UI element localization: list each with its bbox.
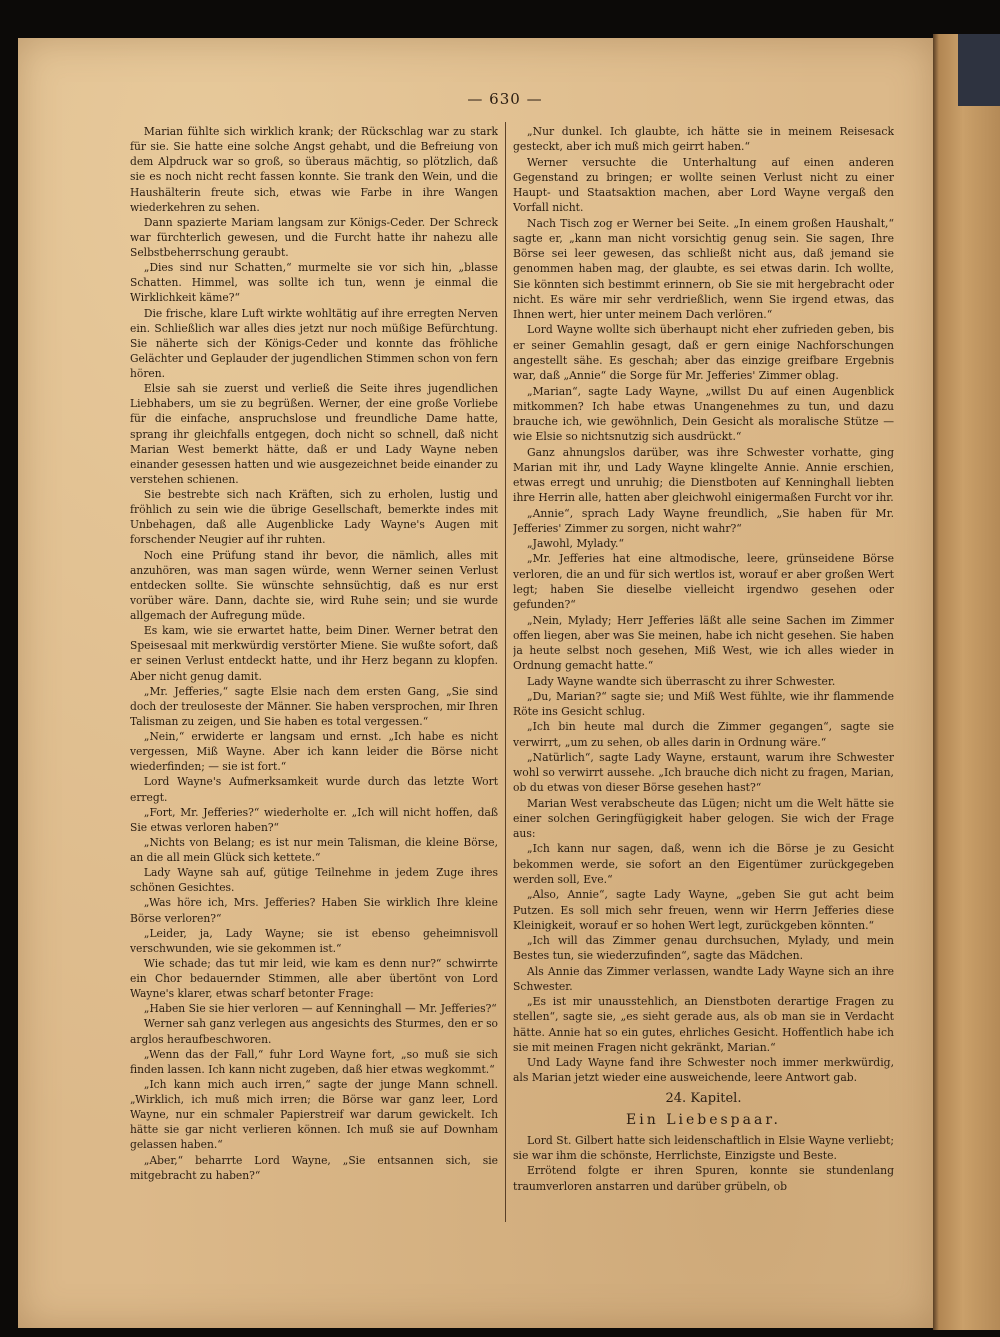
paragraph: „Es ist mir unausstehlich, an Dienstboten derartige Fragen zu stellen“, sagte sie, „es sieht gerade aus, als ob man sie in Verdacht hätte. Annie hat so ein gutes, ehrliches Gesicht. Hoffentlich habe ich sie mit meinen Fragen nicht gekränkt, Marian.“ bbox=[513, 995, 894, 1054]
paragraph: „Dies sind nur Schatten,“ murmelte sie vor sich hin, „blasse Schatten. Himmel, was sollte ich tun, wenn je einmal die Wirklichkeit käme?“ bbox=[130, 261, 498, 305]
binding-strip bbox=[958, 34, 1000, 106]
paragraph: „Leider, ja, Lady Wayne; sie ist ebenso geheimnisvoll verschwunden, wie sie gekommen ist.“ bbox=[130, 926, 498, 955]
paragraph: „Haben Sie sie hier verloren — auf Kenninghall — Mr. Jefferies?“ bbox=[143, 1002, 497, 1016]
paragraph: „Ich kann mich auch irren,“ sagte der junge Mann schnell. „Wirklich, ich muß mich irren; die Börse war ganz leer, Lord Wayne, nur ein schmaler Papierstreif war darum gewickelt. Ich hätte sie gar nicht verlieren können. Ich muß sie auf Downham gelassen haben.“ bbox=[130, 1077, 498, 1152]
column-divider bbox=[505, 122, 506, 1222]
paragraph: „Nur dunkel. Ich glaubte, ich hätte sie in meinem Reisesack gesteckt, aber ich muß mich geirrt haben.“ bbox=[513, 125, 894, 154]
paragraph: Marian fühlte sich wirklich krank; der Rückschlag war zu stark für sie. Sie hatte eine solche Angst gehabt, und die Befreiung von dem Alpdruck war so groß, so überaus mächtig, so plötzlich, daß sie es noch nicht recht fassen konnte. Sie trank den Wein, und die Haushälterin freute sich, etwas wie Farbe in ihre Wangen wiederkehren zu sehen. bbox=[130, 125, 498, 214]
paragraph: „Nein, Mylady; Herr Jefferies läßt alle seine Sachen im Zimmer offen liegen, aber was Sie meinen, habe ich nicht gesehen. Sie haben ja heute selbst noch gesehen, Miß West, wie ich alles wieder in Ordnung gemacht hatte.“ bbox=[513, 613, 894, 673]
paragraph: Lord St. Gilbert hatte sich leidenschaftlich in Elsie Wayne verliebt; sie war ihm die schönste, Herrlichste, Einzigste und Beste. bbox=[513, 1133, 894, 1162]
chapter-title: Ein Liebespaar. bbox=[626, 1111, 781, 1128]
paragraph: Lady Wayne sah auf, gütige Teilnehme in jedem Zuge ihres schönen Gesichtes. bbox=[130, 866, 498, 895]
paragraph: Es kam, wie sie erwartet hatte, beim Diner. Werner betrat den Speisesaal mit merkwürdig verstörter Miene. Sie wußte sofort, daß er seinen Verlust entdeckt hatte, und ihr Herz begann zu klopfen. Aber nicht genug damit. bbox=[130, 624, 498, 683]
paragraph: „Du, Marian?“ sagte sie; und Miß West fühlte, wie ihr flammende Röte ins Gesicht schlug. bbox=[513, 689, 894, 719]
adjacent-page-edge bbox=[933, 34, 1000, 1330]
paragraph: Elsie sah sie zuerst und verließ die Seite ihres jugendlichen Liebhabers, um sie zu begrüßen. Werner, der eine große Vorliebe für die einfache, anspruchslose und freundliche Dame hatte, sprang ihr gleichfalls entgegen, doch nicht so schnell, daß nicht Marian West bemerkt hätte, daß er und Lady Wayne neben einander gesessen hatten und wie ausgezeichnet beide einander zu verstehen schienen. bbox=[130, 382, 498, 486]
paragraph: Noch eine Prüfung stand ihr bevor, die nämlich, alles mit anzuhören, was man sagen würde, wenn Werner seinen Verlust entdecken sollte. Sie wünschte sehnsüchtig, daß es nur erst vorüber wäre. Dann, dachte sie, wird Ruhe sein; und sie wurde allgemach der Aufregung müde. bbox=[130, 548, 498, 622]
paragraph: „Natürlich“, sagte Lady Wayne, erstaunt, warum ihre Schwester wohl so verwirrt aussehe. „Ich brauche dich nicht zu fragen, Marian, ob du etwas von dieser Börse gesehen hast?“ bbox=[513, 750, 894, 795]
paragraph: „Marian“, sagte Lady Wayne, „willst Du auf einen Augenblick mitkommen? Ich habe etwas Unangenehmes zu tun, und dazu brauche ich, wie gewöhnlich, Dein Gesicht als moralische Stütze — wie Elsie so nichtsnutzig sich ausdrückt.“ bbox=[513, 384, 894, 444]
paragraph: Lady Wayne wandte sich überrascht zu ihrer Schwester. bbox=[527, 674, 836, 688]
paragraph: Sie bestrebte sich nach Kräften, sich zu erholen, lustig und fröhlich zu sein wie die übrige Gesellschaft, bemerkte indes mit Unbehagen, daß alle Augenblicke Lady Wayne's Augen mit forschender Neugier auf ihr ruhten. bbox=[130, 488, 498, 547]
paragraph: Werner versuchte die Unterhaltung auf einen anderen Gegenstand zu bringen; er wollte seinen Verlust nicht zu einer Haupt- und Staatsaktion machen, aber Lord Wayne vergaß den Vorfall nicht. bbox=[513, 155, 894, 215]
right-column-paragraphs-after bbox=[513, 1133, 894, 1194]
paragraph: Ganz ahnungslos darüber, was ihre Schwester vorhatte, ging Marian mit ihr, und Lady Wayne klingelte Annie. Annie erschien, etwas erregt und unruhig; die Dienstboten auf Kenninghall liebten ihre Herrin alle, hatten aber gleichwohl einigermaßen Furcht vor ihr. bbox=[513, 445, 894, 505]
paragraph: „Also, Annie“, sagte Lady Wayne, „geben Sie gut acht beim Putzen. Es soll mich sehr freuen, wenn wir Herrn Jefferies diese Kleinigkeit, worauf er so hohen Wert legt, zurückgeben könnten.“ bbox=[513, 888, 894, 932]
page-number: — 630 — bbox=[467, 90, 543, 108]
right-column bbox=[513, 124, 894, 1214]
right-column-paragraphs-before bbox=[513, 124, 894, 1086]
paragraph: Marian West verabscheute das Lügen; nicht um die Welt hätte sie einer solchen Geringfügigkeit haber gelogen. Sie wich der Frage aus: bbox=[513, 796, 894, 841]
paragraph: Werner sah ganz verlegen aus angesichts des Sturmes, den er so arglos heraufbeschworen. bbox=[130, 1017, 498, 1046]
paragraph: „Aber,“ beharrte Lord Wayne, „Sie entsannen sich, sie mitgebracht zu haben?“ bbox=[130, 1153, 498, 1182]
paragraph: „Ich bin heute mal durch die Zimmer gegangen“, sagte sie verwirrt, „um zu sehen, ob alles darin in Ordnung wäre.“ bbox=[513, 720, 894, 749]
paragraph: Lord Wayne's Aufmerksamkeit wurde durch das letzte Wort erregt. bbox=[130, 775, 498, 804]
paragraph: „Wenn das der Fall,“ fuhr Lord Wayne fort, „so muß sie sich finden lassen. Ich kann nicht zugeben, daß hier etwas wegkommt.“ bbox=[130, 1047, 498, 1076]
paragraph: Wie schade; das tut mir leid, wie kam es denn nur?“ schwirrte ein Chor bedauernder Stimmen, alle aber übertönt von Lord Wayne's klarer, etwas scharf betonter Frage: bbox=[130, 956, 498, 1001]
paragraph: Und Lady Wayne fand ihre Schwester noch immer merkwürdig, als Marian jetzt wieder eine ausweichende, leere Antwort gab. bbox=[513, 1056, 894, 1085]
paragraph: Nach Tisch zog er Werner bei Seite. „In einem großen Haushalt,“ sagte er, „kann man nicht vorsichtig genug sein. Sie sagen, Ihre Börse sei leer gewesen, das schließt nicht aus, daß jemand sie genommen haben mag, der glaubte, es sei etwas darin. Ich wollte, Sie könnten sich bestimmt erinnern, ob Sie sie mit hergebracht oder nicht. Es wäre mir sehr verdrießlich, wenn Sie irgend etwas, das Ihnen wert, hier unter meinem Dach verlören.“ bbox=[513, 216, 894, 322]
paragraph: „Nein,“ erwiderte er langsam und ernst. „Ich habe es nicht vergessen, Miß Wayne. Aber ich kann leider die Börse nicht wiederfinden; — sie ist fort.“ bbox=[130, 730, 498, 774]
paragraph: Lord Wayne wollte sich überhaupt nicht eher zufrieden geben, bis er seiner Gemahlin gesagt, daß er gern einige Nachforschungen angestellt sähe. Es geschah; aber das einzige greifbare Ergebnis war, daß „Annie“ die Sorge für Mr. Jefferies' Zimmer oblag. bbox=[513, 323, 894, 383]
left-column bbox=[130, 124, 498, 1214]
paragraph: Dann spazierte Mariam langsam zur Königs-Ceder. Der Schreck war fürchterlich gewesen, und die Furcht hatte ihr nahezu alle Selbstbeherrschung geraubt. bbox=[130, 215, 498, 259]
paragraph: Als Annie das Zimmer verlassen, wandte Lady Wayne sich an ihre Schwester. bbox=[513, 964, 894, 993]
paragraph: „Mr. Jefferies hat eine altmodische, leere, grünseidene Börse verloren, die an und für sich wertlos ist, worauf er aber großen Wert legt; haben Sie dieselbe vielleicht irgendwo gesehen oder gefunden?“ bbox=[513, 552, 894, 612]
paragraph: „Was höre ich, Mrs. Jefferies? Haben Sie wirklich Ihre kleine Börse verloren?“ bbox=[130, 896, 498, 925]
paragraph: „Annie“, sprach Lady Wayne freundlich, „Sie haben für Mr. Jefferies' Zimmer zu sorgen, nicht wahr?“ bbox=[513, 506, 894, 535]
paragraph: „Jawohl, Mylady.“ bbox=[527, 537, 624, 551]
paragraph: Errötend folgte er ihren Spuren, konnte sie stundenlang traumverloren anstarren und darüber grübeln, ob bbox=[513, 1164, 894, 1193]
paragraph: „Nichts von Belang; es ist nur mein Talisman, die kleine Börse, an die all mein Glück sich kettete.“ bbox=[130, 835, 498, 864]
paragraph: „Mr. Jefferies,“ sagte Elsie nach dem ersten Gang, „Sie sind doch der treuloseste der Männer. Sie haben versprochen, mir Ihren Talisman zu zeigen, und Sie haben es total vergessen.“ bbox=[130, 684, 498, 728]
paragraph: „Ich will das Zimmer genau durchsuchen, Mylady, und mein Bestes tun, sie wiederzufinden“, sagte das Mädchen. bbox=[513, 934, 894, 963]
paragraph: „Fort, Mr. Jefferies?“ wiederholte er. „Ich will nicht hoffen, daß Sie etwas verloren haben?“ bbox=[130, 805, 498, 834]
chapter-number: 24. Kapitel. bbox=[665, 1090, 742, 1106]
paragraph: Die frische, klare Luft wirkte wohltätig auf ihre erregten Nerven ein. Schließlich war alles dies jetzt nur noch müßige Befürchtung. Sie näherte sich der Königs-Ceder und konnte das fröhliche Gelächter und Geplauder der jugendlichen Stimmen schon von fern hören. bbox=[130, 306, 498, 380]
paragraph: „Ich kann nur sagen, daß, wenn ich die Börse je zu Gesicht bekommen werde, sie sofort an den Eigentümer zurückgegeben werden soll, Eve.“ bbox=[513, 842, 894, 887]
